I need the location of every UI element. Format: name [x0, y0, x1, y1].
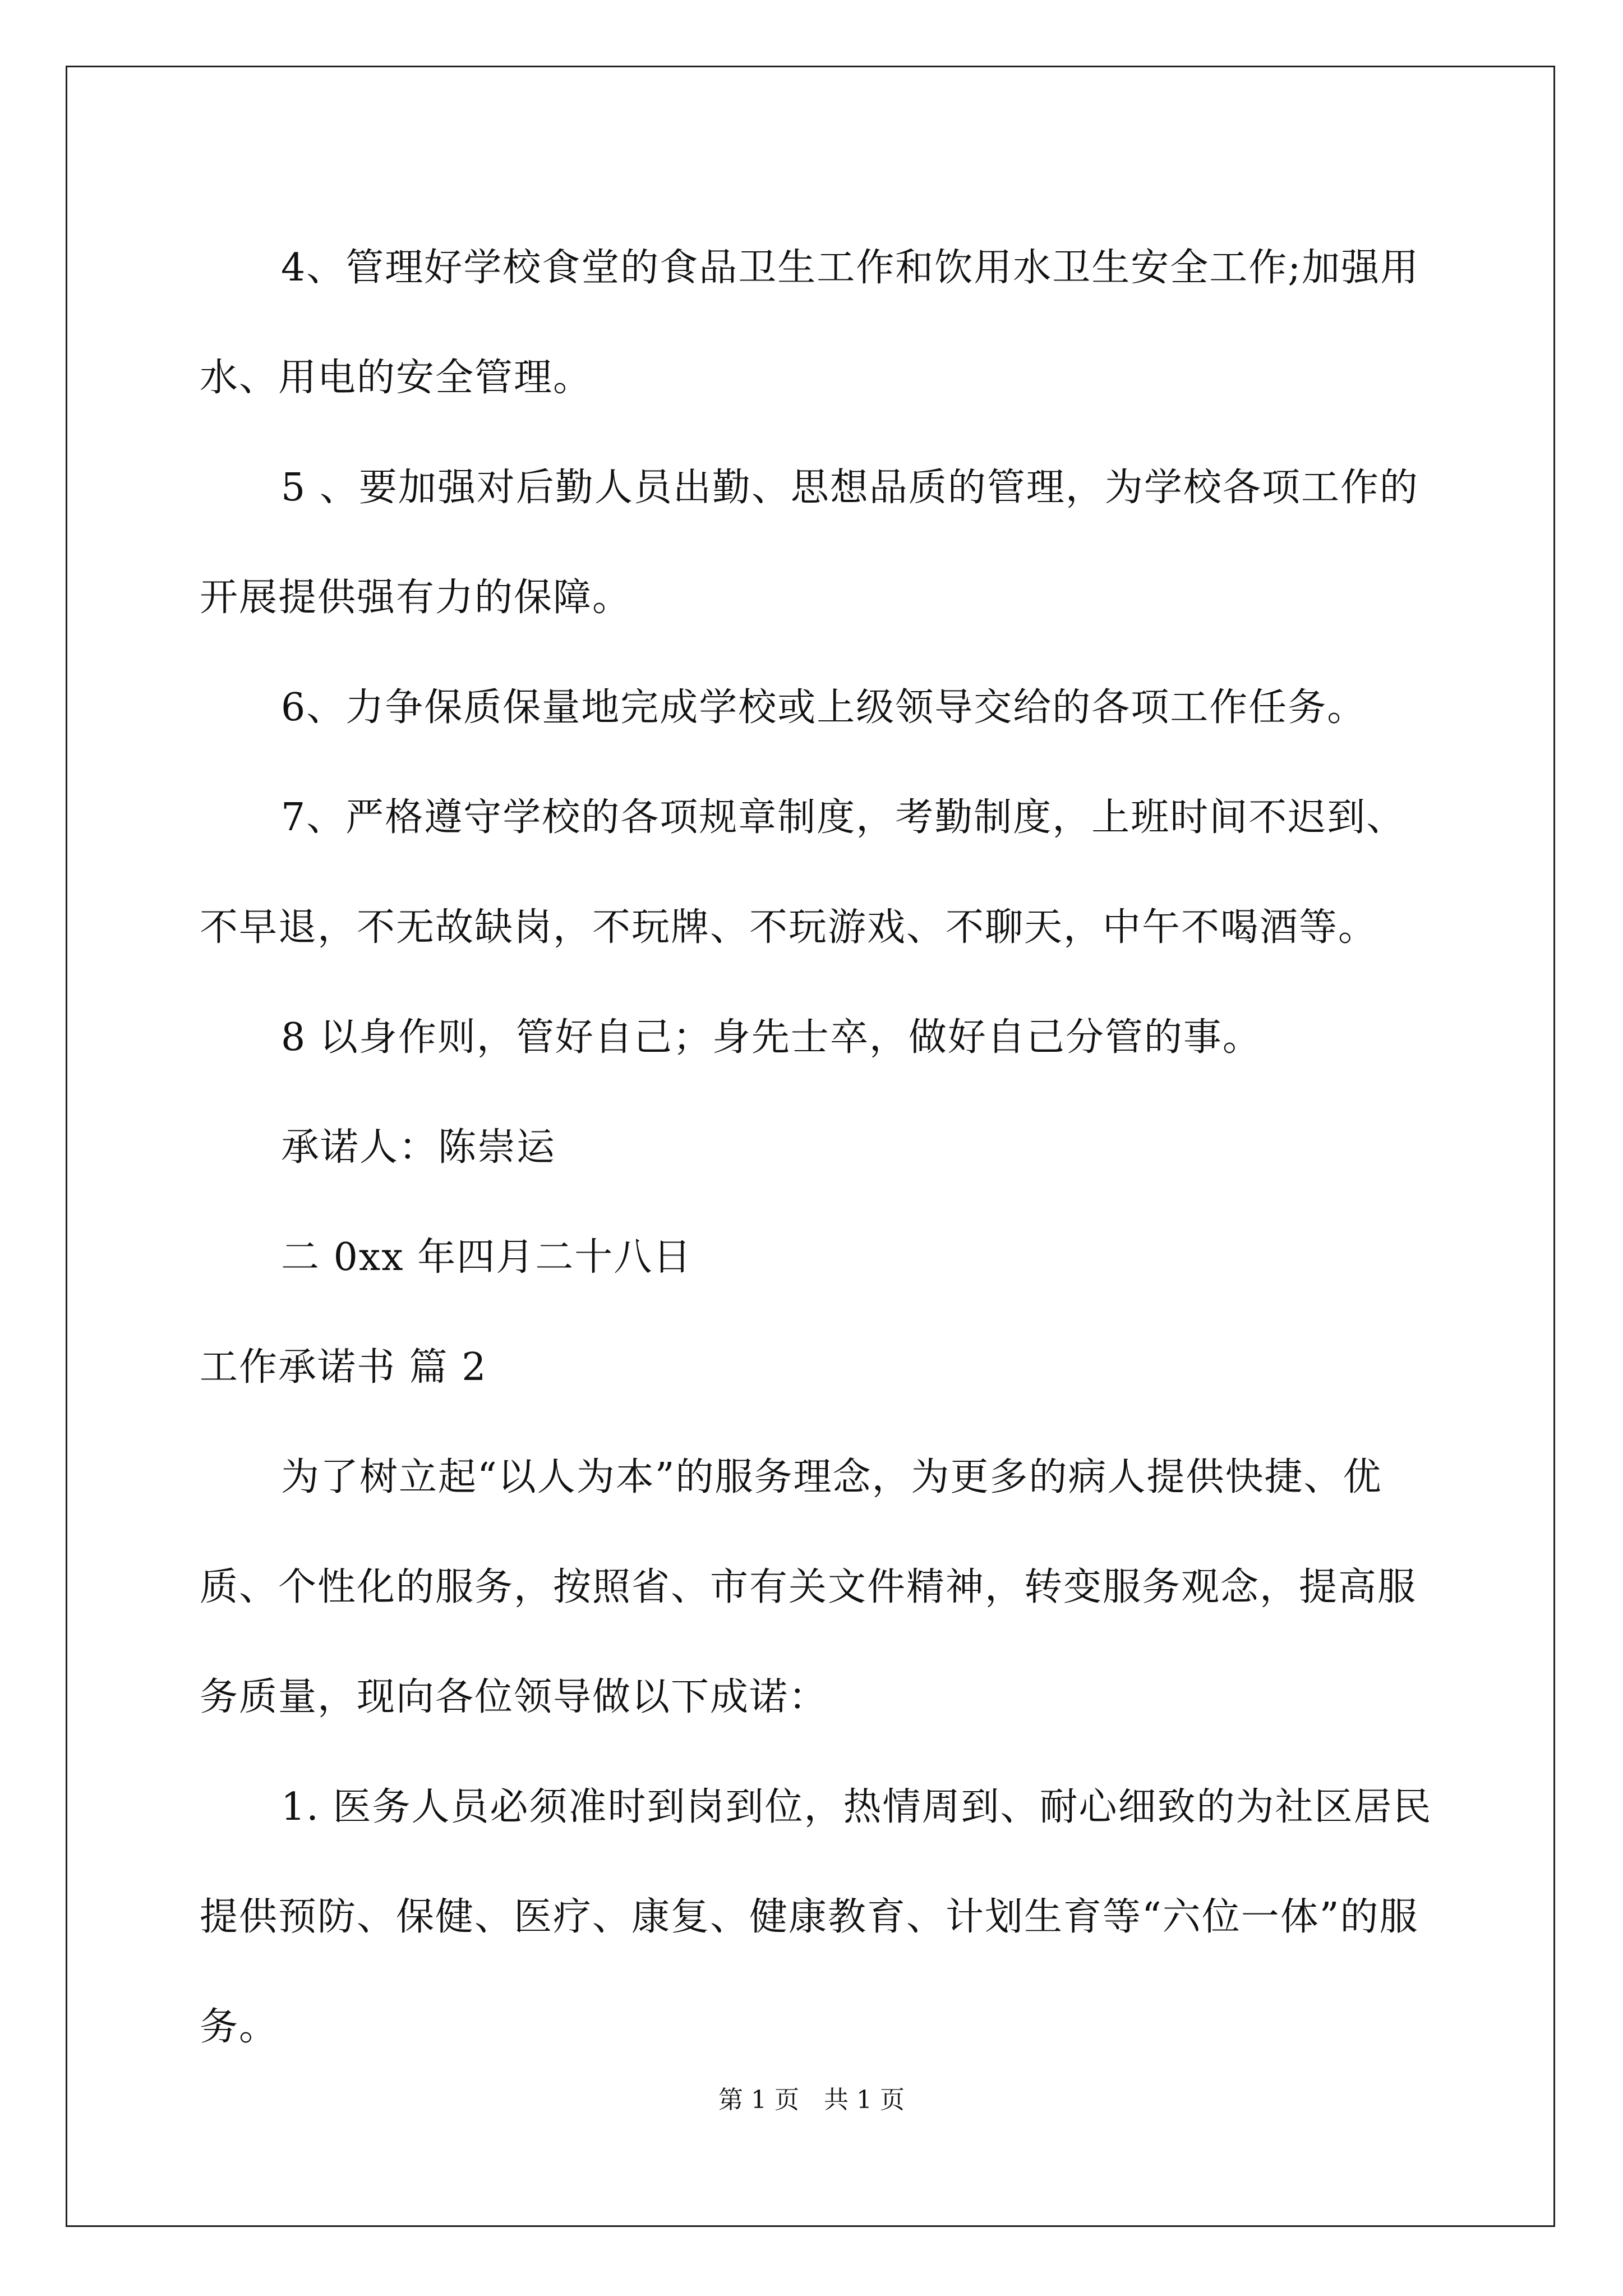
paragraph-item-8: 8 以身作则，管好自己；身先士卒，做好自己分管的事。 [281, 1015, 1262, 1060]
page-footer: 第 1 页 共 1 页 [718, 2086, 905, 2114]
document-body [200, 213, 1433, 2082]
paragraph-item-1: 1. 医务人员必须准时到岗到位，热情周到、耐心细致的为社区居民提供预防、保健、医疗、康复、健康教育、计划生育等“六位一体”的服务。 [200, 1785, 1432, 2049]
section-heading: 工作承诺书 篇 2 [200, 1345, 487, 1389]
paragraph-item-7: 7、严格遵守学校的各项规章制度，考勤制度，上班时间不迟到、不早退，不无故缺岗，不玩牌、不玩游戏、不聊天，中午不喝酒等。 [200, 795, 1406, 950]
paragraph-item-5: 5 、要加强对后勤人员出勤、思想品质的管理，为学校各项工作的开展提供强有力的保障。 [200, 466, 1419, 620]
intro-paragraph: 为了树立起“以人为本”的服务理念，为更多的病人提供快捷、优质、个性化的服务，按照省、市有关文件精神，转变服务观念，提高服务质量，现向各位领导做以下成诺： [200, 1455, 1417, 1719]
signatory-line: 承诺人：陈崇运 [281, 1125, 556, 1170]
paragraph-item-4: 4、管理好学校食堂的食品卫生工作和饮用水卫生安全工作;加强用水、用电的安全管理。 [200, 246, 1420, 400]
date-line: 二 0xx 年四月二十八日 [281, 1235, 693, 1280]
paragraph-item-6: 6、力争保质保量地完成学校或上级领导交给的各项工作任务。 [281, 685, 1367, 730]
